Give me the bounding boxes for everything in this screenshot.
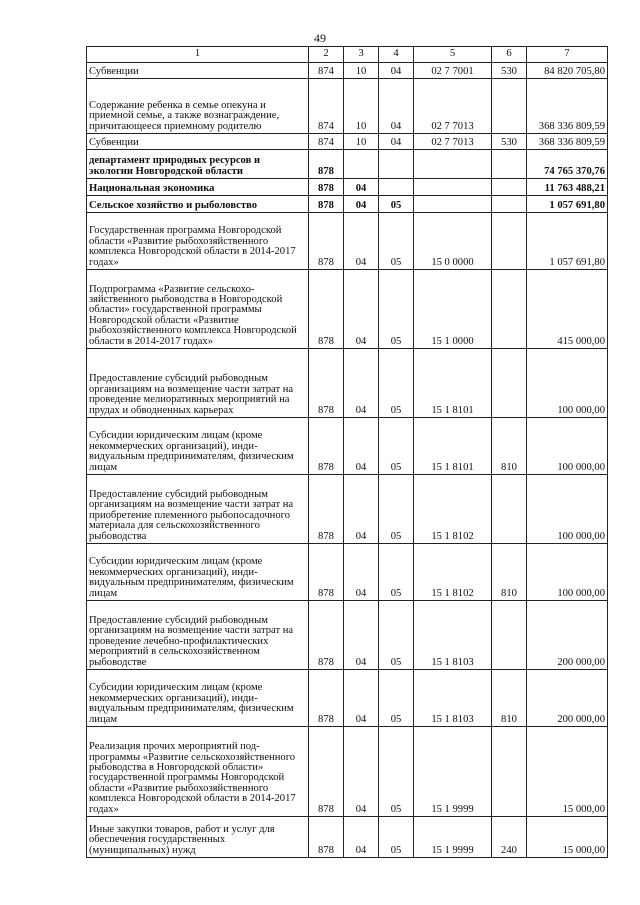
row-target-item: 15 1 8102 (414, 475, 492, 544)
row-admin-code: 878 (309, 179, 344, 196)
row-target-item (414, 196, 492, 213)
row-admin-code: 878 (309, 544, 344, 601)
row-amount: 415 000,00 (527, 270, 608, 349)
row-section: 04 (344, 727, 379, 817)
row-section (344, 150, 379, 179)
row-target-item: 15 1 8102 (414, 544, 492, 601)
row-amount: 100 000,00 (527, 349, 608, 418)
row-section: 04 (344, 601, 379, 670)
page-number: 49 (314, 31, 326, 45)
row-amount: 368 336 809,59 (527, 79, 608, 134)
row-expense-type (492, 727, 527, 817)
row-amount: 368 336 809,59 (527, 134, 608, 150)
row-expense-type (492, 349, 527, 418)
row-subsection: 05 (379, 196, 414, 213)
row-admin-code: 878 (309, 727, 344, 817)
row-subsection (379, 150, 414, 179)
row-subsection: 04 (379, 63, 414, 79)
row-name: Предоставление субсидий рыбоводным организациям на возмещение части затрат на приобретение племенного рыбопосадочного материала для сельскохозяйственного рыбоводства (87, 475, 309, 544)
row-target-item: 15 1 8103 (414, 601, 492, 670)
table-row (87, 270, 608, 349)
table-row (87, 196, 608, 213)
row-expense-type (492, 150, 527, 179)
header-col-5: 5 (414, 47, 492, 63)
row-subsection: 05 (379, 213, 414, 270)
table-row (87, 670, 608, 727)
table-row (87, 601, 608, 670)
row-subsection: 05 (379, 601, 414, 670)
table-row (87, 727, 608, 817)
row-amount: 15 000,00 (527, 727, 608, 817)
header-row (87, 47, 608, 63)
header-col-3: 3 (344, 47, 379, 63)
row-target-item (414, 150, 492, 179)
row-target-item: 15 0 0000 (414, 213, 492, 270)
row-target-item (414, 179, 492, 196)
row-target-item: 15 1 0000 (414, 270, 492, 349)
row-admin-code: 878 (309, 670, 344, 727)
row-section: 10 (344, 79, 379, 134)
table-row (87, 179, 608, 196)
table-row (87, 134, 608, 150)
row-admin-code: 878 (309, 475, 344, 544)
table-row (87, 213, 608, 270)
header-col-2: 2 (309, 47, 344, 63)
row-target-item: 15 1 9999 (414, 817, 492, 858)
row-name: Национальная экономика (87, 179, 309, 196)
header-col-6: 6 (492, 47, 527, 63)
row-name: Содержание ребенка в семье опекуна и приемной семье, а также вознаграждение, причитающееся приемному родителю (87, 79, 309, 134)
row-expense-type (492, 179, 527, 196)
row-target-item: 15 1 8101 (414, 418, 492, 475)
header-col-7: 7 (527, 47, 608, 63)
table-row (87, 79, 608, 134)
row-admin-code: 874 (309, 79, 344, 134)
row-subsection: 05 (379, 349, 414, 418)
row-subsection: 04 (379, 134, 414, 150)
row-admin-code: 878 (309, 213, 344, 270)
row-admin-code: 878 (309, 349, 344, 418)
row-expense-type (492, 475, 527, 544)
row-expense-type (492, 213, 527, 270)
row-target-item: 15 1 9999 (414, 727, 492, 817)
row-name: Субсидии юридическим лицам (кроме некоммерческих организаций), индивидуальным предпринимателям, физическим лицам (87, 544, 309, 601)
table-row (87, 475, 608, 544)
table-row (87, 817, 608, 858)
row-expense-type (492, 601, 527, 670)
table-row (87, 418, 608, 475)
row-name: Государственная программа Новгородской области «Развитие рыбохозяйственного комплекса Новгородской области в 2014-2017 годах» (87, 213, 309, 270)
row-amount: 1 057 691,80 (527, 196, 608, 213)
row-admin-code: 878 (309, 601, 344, 670)
row-subsection: 05 (379, 475, 414, 544)
table-row (87, 544, 608, 601)
row-name: Предоставление субсидий рыбоводным организациям на возмещение части затрат на проведение лечебно-профилактических мероприятий в сельскохозяйственном рыбоводстве (87, 601, 309, 670)
row-section: 04 (344, 817, 379, 858)
row-name: Подпрограмма «Развитие сельскохозяйственного рыбоводства в Новгородской области» государственной программы Новгородской области «Развитие рыбохозяйственного комплекса Новгородской области в 2014-2017 годах» (87, 270, 309, 349)
row-amount: 11 763 488,21 (527, 179, 608, 196)
table-row (87, 63, 608, 79)
row-name: Предоставление субсидий рыбоводным организациям на возмещение части затрат на проведение мелиоративных мероприятий на прудах и обводненных карьерах (87, 349, 309, 418)
row-subsection: 05 (379, 670, 414, 727)
row-expense-type: 530 (492, 63, 527, 79)
row-subsection: 05 (379, 270, 414, 349)
row-name: Сельское хозяйство и рыболовство (87, 196, 309, 213)
row-admin-code: 878 (309, 817, 344, 858)
row-target-item: 02 7 7013 (414, 79, 492, 134)
row-name: Субвенции (87, 134, 309, 150)
header-col-4: 4 (379, 47, 414, 63)
row-expense-type (492, 196, 527, 213)
row-section: 04 (344, 179, 379, 196)
row-section: 10 (344, 134, 379, 150)
row-name: Иные закупки товаров, работ и услуг для обеспечения государственных (муниципальных) нужд (87, 817, 309, 858)
row-amount: 100 000,00 (527, 544, 608, 601)
table-row (87, 349, 608, 418)
row-section: 04 (344, 213, 379, 270)
row-expense-type (492, 79, 527, 134)
row-admin-code: 874 (309, 63, 344, 79)
row-name: Субвенции (87, 63, 309, 79)
header-col-1: 1 (87, 47, 309, 63)
row-target-item: 02 7 7013 (414, 134, 492, 150)
row-expense-type: 530 (492, 134, 527, 150)
row-amount: 1 057 691,80 (527, 213, 608, 270)
row-subsection: 04 (379, 79, 414, 134)
row-section: 04 (344, 418, 379, 475)
row-admin-code: 878 (309, 196, 344, 213)
row-expense-type: 810 (492, 418, 527, 475)
row-admin-code: 874 (309, 134, 344, 150)
row-amount: 84 820 705,80 (527, 63, 608, 79)
row-expense-type: 810 (492, 544, 527, 601)
table-body (87, 63, 608, 858)
row-section: 10 (344, 63, 379, 79)
row-name: департамент природных ресурсов и экологии Новгородской области (87, 150, 309, 179)
row-target-item: 02 7 7001 (414, 63, 492, 79)
row-amount: 200 000,00 (527, 670, 608, 727)
budget-table (86, 46, 608, 858)
row-name: Субсидии юридическим лицам (кроме некоммерческих организаций), индивидуальным предпринимателям, физическим лицам (87, 670, 309, 727)
row-name: Реализация прочих мероприятий подпрограммы «Развитие сельскохозяйственного рыбоводства в Новгородской области» государственной программы Новгородской области «Развитие рыбохозяйственного комплекса Новгородской области в 2014-2017 годах» (87, 727, 309, 817)
row-amount: 200 000,00 (527, 601, 608, 670)
row-section: 04 (344, 196, 379, 213)
row-amount: 100 000,00 (527, 475, 608, 544)
row-subsection: 05 (379, 544, 414, 601)
row-expense-type (492, 270, 527, 349)
row-admin-code: 878 (309, 270, 344, 349)
row-admin-code: 878 (309, 150, 344, 179)
row-expense-type: 240 (492, 817, 527, 858)
row-admin-code: 878 (309, 418, 344, 475)
table-row (87, 150, 608, 179)
row-target-item: 15 1 8103 (414, 670, 492, 727)
row-amount: 15 000,00 (527, 817, 608, 858)
row-subsection (379, 179, 414, 196)
row-section: 04 (344, 670, 379, 727)
row-subsection: 05 (379, 817, 414, 858)
row-section: 04 (344, 544, 379, 601)
row-name: Субсидии юридическим лицам (кроме некоммерческих организаций), индивидуальным предпринимателям, физическим лицам (87, 418, 309, 475)
row-subsection: 05 (379, 727, 414, 817)
row-subsection: 05 (379, 418, 414, 475)
row-section: 04 (344, 270, 379, 349)
row-amount: 100 000,00 (527, 418, 608, 475)
row-target-item: 15 1 8101 (414, 349, 492, 418)
row-section: 04 (344, 349, 379, 418)
row-section: 04 (344, 475, 379, 544)
row-amount: 74 765 370,76 (527, 150, 608, 179)
row-expense-type: 810 (492, 670, 527, 727)
